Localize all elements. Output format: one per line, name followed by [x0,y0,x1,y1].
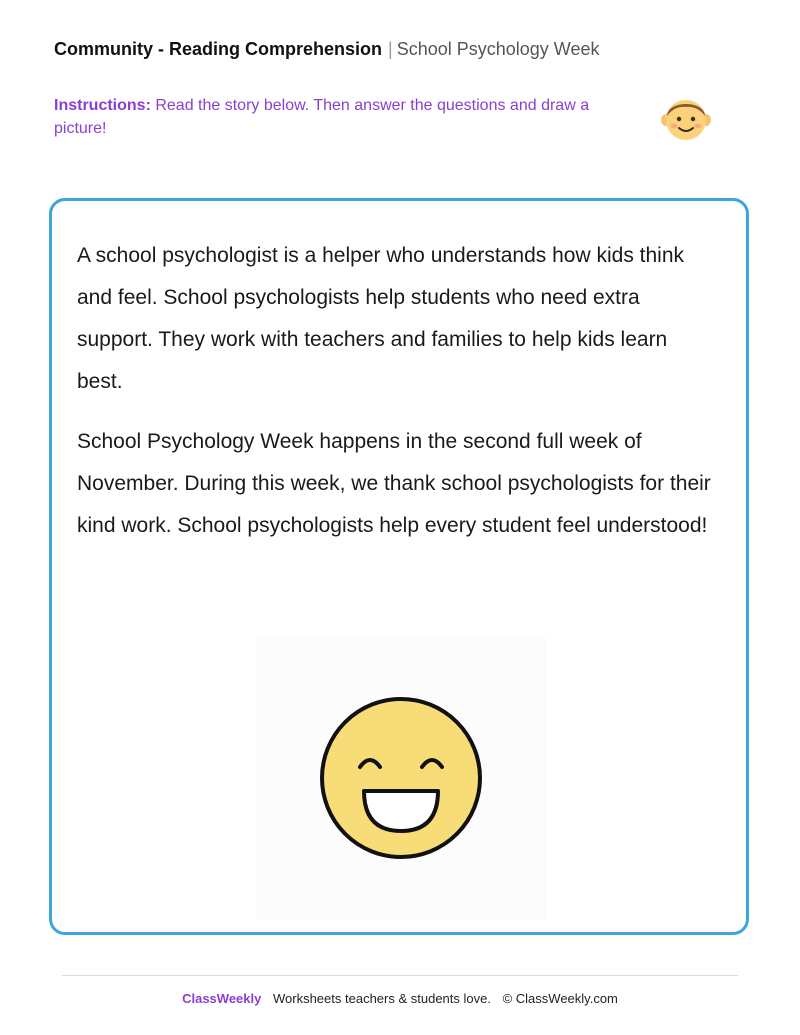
footer-brand[interactable]: ClassWeekly [182,991,262,1006]
footer [0,990,800,1008]
story-text [77,235,717,565]
story-paragraph-1: A school psychologist is a helper who understands how kids think and feel. School psychologists help students who need extra support. They work with teachers and families to help kids learn best. [77,244,685,393]
footer-divider [62,975,738,976]
instructions-label: Instructions: [54,97,151,114]
instructions-text: Read the story below. Then answer the questions and draw a picture! [54,97,590,137]
header-separator: | [388,39,393,59]
worksheet-header [54,36,604,62]
footer-tagline: Worksheets teachers & students love. [272,991,491,1006]
boy-face-icon [660,92,712,144]
worksheet-title: Community - Reading Comprehension [54,39,383,59]
instructions [54,94,614,140]
footer-copyright: © ClassWeekly.com [502,991,618,1006]
worksheet-subtitle: School Psychology Week [396,39,600,59]
story-paragraph-2: School Psychology Week happens in the second full week of November. During this week, we thank school psychologists for their kind work. School psychologists help every student feel understood! [77,430,711,537]
header-fade [600,36,750,62]
smiley-face-icon [318,695,484,861]
